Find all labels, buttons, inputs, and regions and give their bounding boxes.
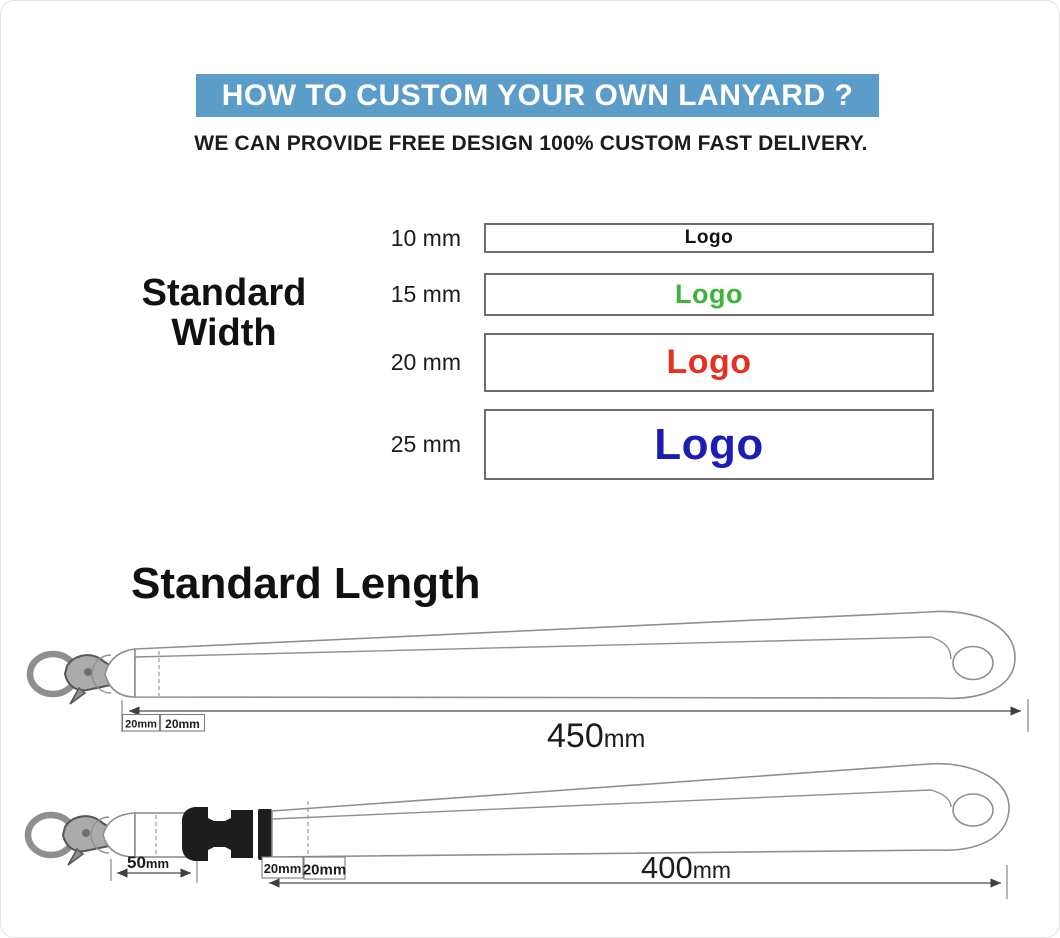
lanyard-strip-20mm bbox=[484, 333, 934, 392]
hook-segment-label: 50mm bbox=[127, 853, 170, 872]
lanyard-strip-15mm bbox=[484, 273, 934, 316]
strap-end-loop bbox=[953, 647, 993, 680]
lanyard-length-diagram bbox=[1, 596, 1060, 938]
header-subtitle: WE CAN PROVIDE FREE DESIGN 100% CUSTOM FAST DELIVERY. bbox=[194, 132, 868, 155]
header-banner: HOW TO CUSTOM YOUR OWN LANYARD ? bbox=[196, 74, 879, 117]
strap-body bbox=[272, 764, 1009, 857]
width-size-label: 20 mm bbox=[390, 349, 461, 375]
segment-label: 20mm bbox=[165, 717, 200, 731]
logo-text: Logo bbox=[654, 419, 764, 469]
segment-label: 20mm bbox=[125, 718, 157, 731]
lanyard-400 bbox=[28, 764, 1009, 899]
width-size-label: 15 mm bbox=[390, 281, 461, 307]
logo-text: Logo bbox=[666, 343, 752, 381]
strap-body bbox=[135, 611, 1015, 698]
lanyard-450 bbox=[30, 611, 1028, 755]
standard-width-title bbox=[117, 273, 331, 353]
strap-end-loop bbox=[953, 794, 993, 826]
logo-text: Logo bbox=[684, 227, 734, 248]
width-size-label: 10 mm bbox=[390, 225, 461, 251]
logo-text: Logo bbox=[675, 279, 743, 309]
side-release-buckle-icon bbox=[182, 807, 272, 861]
standard-width-title-line2: Width bbox=[171, 312, 277, 354]
total-length-label-400: 400mm bbox=[641, 850, 732, 885]
lanyard-strip-10mm bbox=[484, 223, 934, 253]
segment-label: 20mm bbox=[263, 861, 302, 876]
total-length-label-450: 450mm bbox=[547, 717, 646, 755]
standard-length-title: Standard Length bbox=[131, 559, 481, 608]
standard-width-title-line1: Standard bbox=[141, 272, 307, 314]
lanyard-strip-25mm bbox=[484, 409, 934, 480]
strap-fold bbox=[105, 649, 135, 697]
segment-label: 20mm bbox=[302, 861, 347, 879]
strap-fold bbox=[103, 813, 135, 857]
width-size-label: 25 mm bbox=[390, 431, 461, 457]
